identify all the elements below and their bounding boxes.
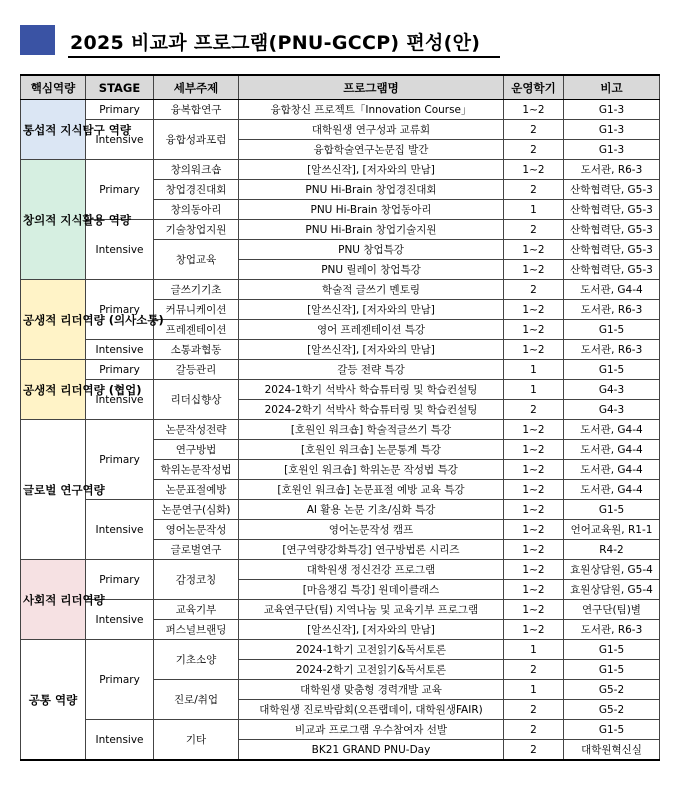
note-cell: G4-3 [564,400,660,420]
semester-cell: 2 [504,280,564,300]
note-cell: 언어교육원, R1-1 [564,520,660,540]
competency-cell: 공통 역량 [21,640,86,761]
table-row [21,600,660,620]
table-row [21,360,660,380]
header-stage: STAGE [86,75,154,100]
table-row [21,280,660,300]
note-cell: 효원상담원, G5-4 [564,580,660,600]
stage-cell: Primary [86,160,154,220]
note-cell: G1-3 [564,100,660,120]
topic-cell: 융합성과포럼 [154,120,239,160]
program-cell: [알쓰신작], [저자와의 만남] [239,340,504,360]
topic-cell: 진로/취업 [154,680,239,720]
topic-cell: 논문표절예방 [154,480,239,500]
note-cell: 도서관, G4-4 [564,460,660,480]
topic-cell: 창의워크숍 [154,160,239,180]
title-area [0,0,677,72]
competency-cell: 창의적 지식활용 역량 [21,160,86,280]
topic-cell: 창업경진대회 [154,180,239,200]
program-cell: 2024-1학기 고전읽기&독서토론 [239,640,504,660]
semester-cell: 1~2 [504,100,564,120]
program-cell: 2024-2학기 고전읽기&독서토론 [239,660,504,680]
program-cell: PNU Hi-Brain 창업기술지원 [239,220,504,240]
semester-cell: 1~2 [504,240,564,260]
note-cell: 산학협력단, G5-3 [564,240,660,260]
stage-cell: Intensive [86,380,154,420]
topic-cell: 영어논문작성 [154,520,239,540]
semester-cell: 1 [504,200,564,220]
program-cell: PNU Hi-Brain 창업경진대회 [239,180,504,200]
page-title: 2025 비교과 프로그램(PNU-GCCP) 편성(안) [70,32,481,54]
program-cell: [알쓰신작], [저자와의 만남] [239,160,504,180]
note-cell: 도서관, R6-3 [564,160,660,180]
semester-cell: 1 [504,360,564,380]
note-cell: G1-5 [564,720,660,740]
note-cell: G4-3 [564,380,660,400]
topic-cell: 감정코칭 [154,560,239,600]
program-cell: AI 활용 논문 기초/심화 특강 [239,500,504,520]
topic-cell: 논문작성전략 [154,420,239,440]
semester-cell: 1~2 [504,480,564,500]
table-row [21,100,660,120]
table-row [21,720,660,740]
header-competency: 핵심역량 [21,75,86,100]
program-cell: 대학원생 연구성과 교류회 [239,120,504,140]
header-note: 비고 [564,75,660,100]
note-cell: 도서관, R6-3 [564,620,660,640]
topic-cell: 글쓰기기초 [154,280,239,300]
stage-cell: Intensive [86,600,154,640]
note-cell: R4-2 [564,540,660,560]
competency-cell: 통섭적 지식탐구 역량 [21,100,86,160]
competency-cell: 글로벌 연구역량 [21,420,86,560]
program-cell: 융합학술연구논문집 발간 [239,140,504,160]
semester-cell: 2 [504,220,564,240]
stage-cell: Primary [86,100,154,120]
semester-cell: 2 [504,660,564,680]
semester-cell: 1 [504,380,564,400]
program-cell: 갈등 전략 특강 [239,360,504,380]
table-row [21,500,660,520]
topic-cell: 기타 [154,720,239,761]
topic-cell: 창의동아리 [154,200,239,220]
note-cell: 도서관, R6-3 [564,300,660,320]
table-row [21,160,660,180]
note-cell: 도서관, G4-4 [564,440,660,460]
note-cell: 효원상담원, G5-4 [564,560,660,580]
program-cell: BK21 GRAND PNU-Day [239,740,504,761]
stage-cell: Primary [86,420,154,500]
topic-cell: 소통과협동 [154,340,239,360]
stage-cell: Intensive [86,120,154,160]
semester-cell: 1~2 [504,620,564,640]
table-row [21,560,660,580]
program-cell: 대학원생 진로박람회(오픈랩데이, 대학원생FAIR) [239,700,504,720]
competency-cell: 공생적 리더역량 (협업) [21,360,86,420]
note-cell: 연구단(팀)별 [564,600,660,620]
program-cell: 2024-2학기 석박사 학습튜터링 및 학습컨설팅 [239,400,504,420]
program-cell: [마음챙김 특강] 원데이클래스 [239,580,504,600]
semester-cell: 2 [504,120,564,140]
note-cell: G5-2 [564,680,660,700]
topic-cell: 논문연구(심화) [154,500,239,520]
note-cell: 산학협력단, G5-3 [564,180,660,200]
semester-cell: 1~2 [504,600,564,620]
note-cell: G1-5 [564,660,660,680]
stage-cell: Primary [86,360,154,380]
note-cell: 도서관, G4-4 [564,420,660,440]
note-cell: 산학협력단, G5-3 [564,260,660,280]
header-semester: 운영학기 [504,75,564,100]
competency-cell: 공생적 리더역량 (의사소통) [21,280,86,360]
program-cell: [알쓰신작], [저자와의 만남] [239,300,504,320]
semester-cell: 2 [504,740,564,761]
topic-cell: 창업교육 [154,240,239,280]
note-cell: 도서관, R6-3 [564,340,660,360]
semester-cell: 1~2 [504,320,564,340]
program-cell: [연구역량강화특강] 연구방법론 시리즈 [239,540,504,560]
stage-cell: Primary [86,560,154,600]
program-cell: 융합창신 프로젝트「Innovation Course」 [239,100,504,120]
semester-cell: 1~2 [504,560,564,580]
program-cell: [호원인 워크숍] 논문통계 특강 [239,440,504,460]
topic-cell: 갈등관리 [154,360,239,380]
program-cell: 비교과 프로그램 우수참여자 선발 [239,720,504,740]
note-cell: G1-5 [564,640,660,660]
semester-cell: 1~2 [504,520,564,540]
note-cell: G5-2 [564,700,660,720]
topic-cell: 연구방법 [154,440,239,460]
semester-cell: 1~2 [504,340,564,360]
note-cell: 산학협력단, G5-3 [564,200,660,220]
semester-cell: 2 [504,720,564,740]
title-decoration-box [20,25,55,55]
topic-cell: 리더십향상 [154,380,239,420]
note-cell: 대학원혁신실 [564,740,660,761]
stage-cell: Intensive [86,720,154,761]
table-row [21,420,660,440]
competency-cell: 사회적 리더역량 [21,560,86,640]
stage-cell: Primary [86,640,154,720]
stage-cell: Intensive [86,220,154,280]
topic-cell: 기초소양 [154,640,239,680]
semester-cell: 1~2 [504,260,564,280]
program-cell: 교육연구단(팀) 지역나눔 및 교육기부 프로그램 [239,600,504,620]
stage-cell: Primary [86,280,154,340]
semester-cell: 2 [504,700,564,720]
topic-cell: 프레젠테이션 [154,320,239,340]
program-cell: [호원인 워크숍] 학위논문 작성법 특강 [239,460,504,480]
program-cell: 영어 프레젠테이션 특강 [239,320,504,340]
program-cell: 2024-1학기 석박사 학습튜터링 및 학습컨설팅 [239,380,504,400]
title-underline [68,56,500,58]
semester-cell: 1~2 [504,420,564,440]
note-cell: 도서관, G4-4 [564,280,660,300]
program-cell: PNU 창업특강 [239,240,504,260]
program-cell: 대학원생 맞춤형 경력개발 교육 [239,680,504,700]
topic-cell: 융복합연구 [154,100,239,120]
program-cell: [호원인 워크숍] 논문표절 예방 교육 특강 [239,480,504,500]
topic-cell: 퍼스널브랜딩 [154,620,239,640]
stage-cell: Intensive [86,500,154,560]
header-topic: 세부주제 [154,75,239,100]
program-cell: PNU 릴레이 창업특강 [239,260,504,280]
semester-cell: 2 [504,180,564,200]
semester-cell: 2 [504,140,564,160]
program-cell: [알쓰신작], [저자와의 만남] [239,620,504,640]
note-cell: G1-5 [564,360,660,380]
header-program: 프로그램명 [239,75,504,100]
semester-cell: 2 [504,400,564,420]
stage-cell: Intensive [86,340,154,360]
topic-cell: 글로벌연구 [154,540,239,560]
topic-cell: 교육기부 [154,600,239,620]
program-cell: [호원인 워크숍] 학술적글쓰기 특강 [239,420,504,440]
note-cell: 산학협력단, G5-3 [564,220,660,240]
note-cell: G1-5 [564,500,660,520]
semester-cell: 1~2 [504,300,564,320]
semester-cell: 1 [504,640,564,660]
semester-cell: 1~2 [504,160,564,180]
program-cell: 영어논문작성 캠프 [239,520,504,540]
note-cell: 도서관, G4-4 [564,480,660,500]
semester-cell: 1~2 [504,460,564,480]
program-cell: PNU Hi-Brain 창업동아리 [239,200,504,220]
topic-cell: 커뮤니케이션 [154,300,239,320]
table-row [21,340,660,360]
topic-cell: 학위논문작성법 [154,460,239,480]
semester-cell: 1 [504,680,564,700]
semester-cell: 1~2 [504,580,564,600]
note-cell: G1-5 [564,320,660,340]
topic-cell: 기술창업지원 [154,220,239,240]
note-cell: G1-3 [564,120,660,140]
semester-cell: 1~2 [504,540,564,560]
semester-cell: 1~2 [504,500,564,520]
program-cell: 학술적 글쓰기 멘토링 [239,280,504,300]
table-row [21,640,660,660]
note-cell: G1-3 [564,140,660,160]
semester-cell: 1~2 [504,440,564,460]
program-table [20,74,660,761]
table-header-row [21,75,660,100]
program-cell: 대학원생 정신건강 프로그램 [239,560,504,580]
